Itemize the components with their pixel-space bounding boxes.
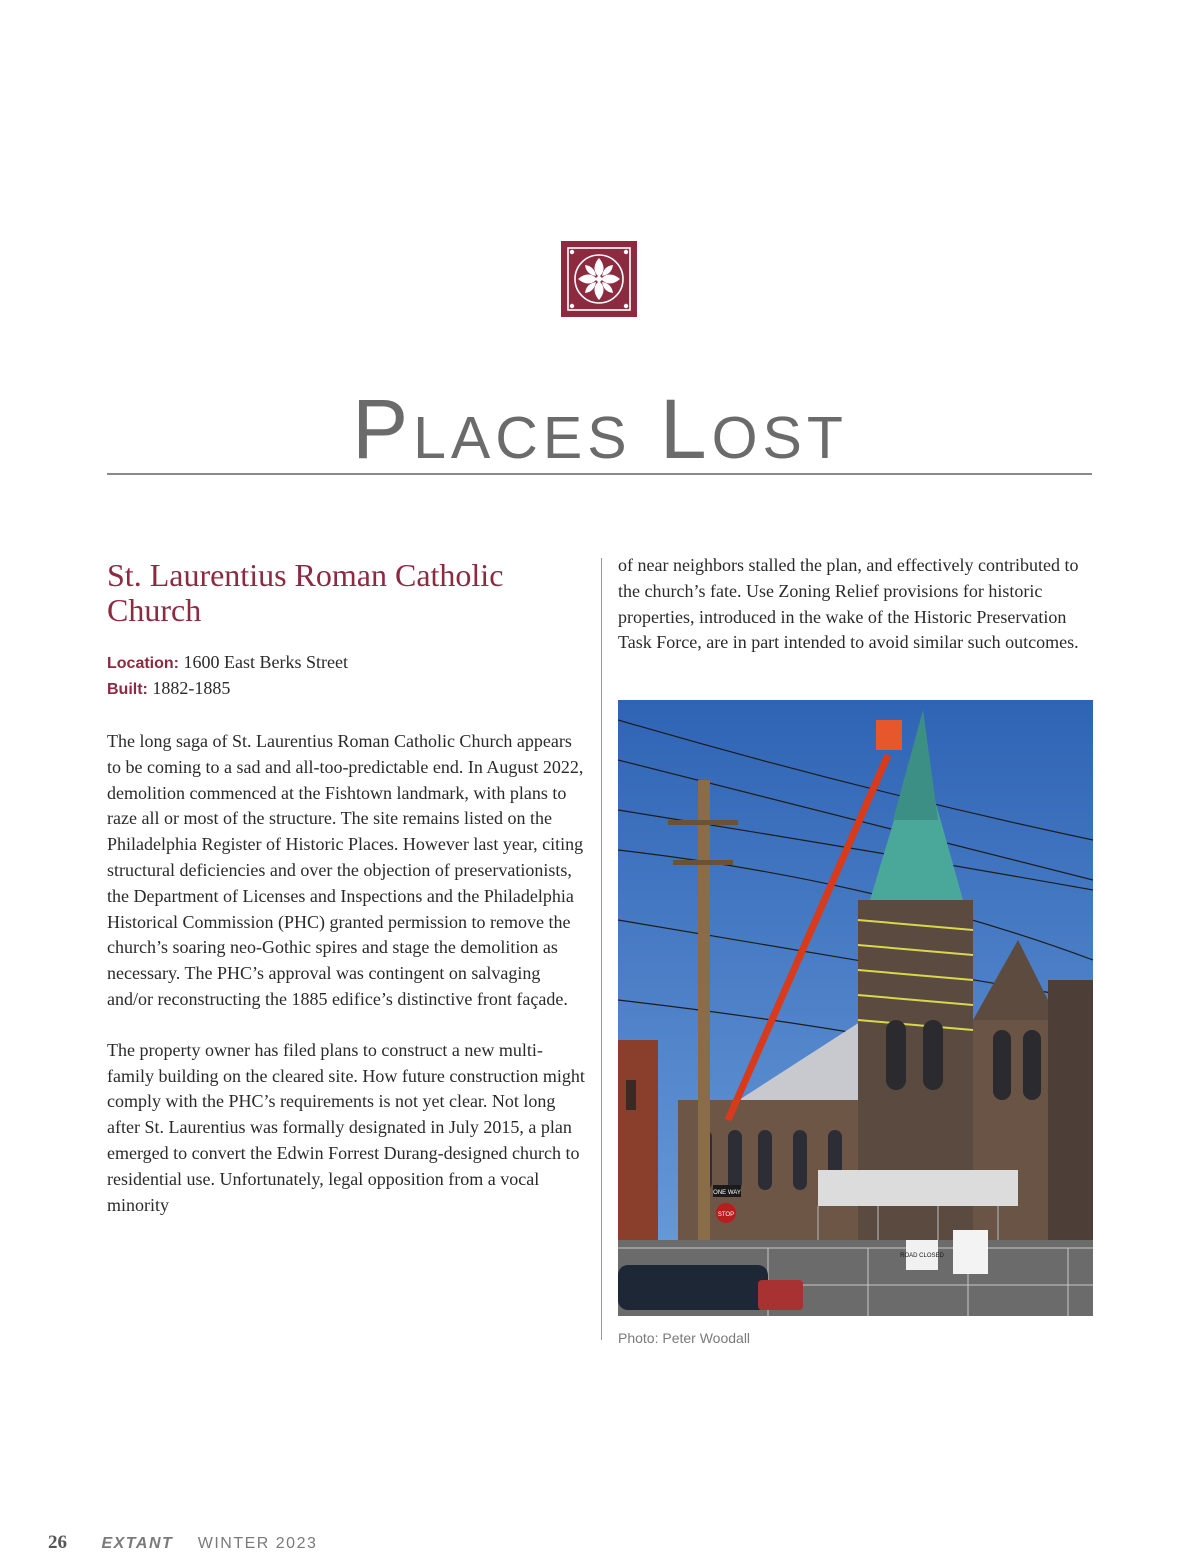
article-left-column — [107, 558, 587, 1218]
built-value: 1882-1885 — [152, 678, 231, 698]
location-value: 1600 East Berks Street — [183, 652, 348, 672]
page-number: 26 — [48, 1532, 67, 1553]
location-label: Location: — [107, 655, 179, 672]
paragraph-1: The long saga of St. Laurentius Roman Catholic Church appears to be coming to a sad and all-too-predictable end. In August 2022, demolition commenced at the Fishtown landmark, with plans to raze all or most of the structure. The site remains listed on the Philadelphia Register of Historic Places. However last year, citing structural deficiencies and over the objection of preservationists, the Department of Licenses and Inspections and the Philadelphia Historical Commission (PHC) granted permission to remove the church’s soaring neo-Gothic spires and stage the demolition as necessary. The PHC’s approval was contingent on salvaging and/or reconstructing the 1885 edifice’s distinctive front façade. — [107, 731, 584, 1009]
section-divider — [107, 473, 1092, 475]
paragraph-3: of near neighbors stalled the plan, and effectively contributed to the church’s fate. Use Zoning Relief provisions for historic properties, introduced in the wake of the Historic Preservation Task Force, are in part intended to avoid similar such outcomes. — [618, 555, 1079, 653]
magazine-name: EXTANT — [101, 1535, 174, 1552]
paragraph-2: The property owner has filed plans to construct a new multi-family building on the cleared site. How future construction might comply with the PHC’s requirements is not yet clear. Not long after St. Laurentius was formally designated in July 2015, a plan emerged to convert the Edwin Forrest Durang-designed church to residential use. Unfortunately, legal opposition from a vocal minority — [107, 1039, 585, 1215]
one-way-sign: ONE WAY — [713, 1190, 741, 1196]
stop-sign: STOP — [717, 1212, 735, 1218]
photo-caption: Photo: Peter Woodall — [618, 1330, 751, 1346]
road-closed-sign: ROAD CLOSED — [900, 1253, 944, 1259]
column-divider — [601, 558, 602, 1340]
article-right-column — [618, 553, 1096, 656]
location-line — [107, 650, 587, 676]
section-title: Places Lost — [352, 382, 848, 477]
church-demolition-photo — [618, 700, 1093, 1316]
built-line — [107, 676, 587, 702]
page-footer — [48, 1532, 317, 1554]
ornamental-tile-icon — [561, 241, 637, 317]
issue-date: WINTER 2023 — [197, 1535, 318, 1552]
built-label: Built: — [107, 681, 148, 698]
article-title: St. Laurentius Roman Catholic Church — [107, 557, 504, 628]
